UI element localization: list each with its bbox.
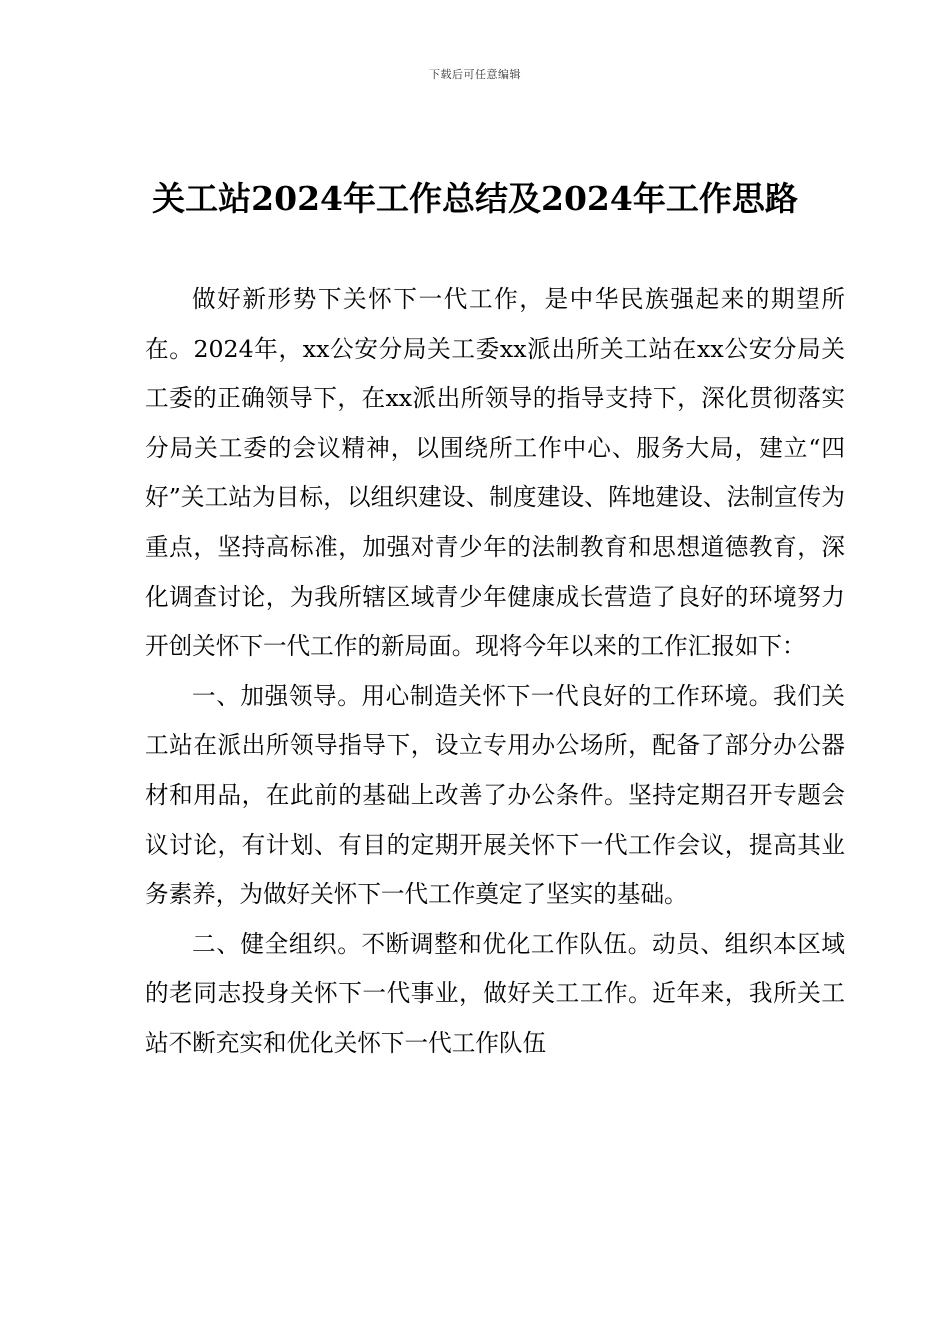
- paragraph-intro: 做好新形势下关怀下一代工作，是中华民族强起来的期望所在。2024年，xx公安分局关工委xx派出所关工站在xx公安分局关工委的正确领导下，在xx派出所领导的指导支持下，深化贯彻落实分局关工委的会议精神，以围绕所工作中心、服务大局，建立“四好”关工站为目标，以组织建设、制度建设、阵地建设、法制宣传为重点，坚持高标准，加强对青少年的法制教育和思想道德教育，深化调查讨论，为我所辖区域青少年健康成长营造了良好的环境努力开创关怀下一代工作的新局面。现将今年以来的工作汇报如下：: [145, 285, 845, 661]
- document-body: [145, 275, 845, 1069]
- paragraph-section-2: 二、健全组织。不断调整和优化工作队伍。动员、组织本区域的老同志投身关怀下一代事业，做好关工工作。近年来，我所关工站不断充实和优化关怀下一代工作队伍: [145, 929, 845, 1057]
- header-note: 下载后可任意编辑: [429, 68, 521, 81]
- paragraph-section-1: 一、加强领导。用心制造关怀下一代良好的工作环境。我们关工站在派出所领导指导下，设立专用办公场所，配备了部分办公器材和用品，在此前的基础上改善了办公条件。坚持定期召开专题会议讨论，有计划、有目的定期开展关怀下一代工作会议，提高其业务素养，为做好关怀下一代工作奠定了坚实的基础。: [145, 681, 845, 909]
- document-title: 关工站2024年工作总结及2024年工作思路: [152, 179, 798, 218]
